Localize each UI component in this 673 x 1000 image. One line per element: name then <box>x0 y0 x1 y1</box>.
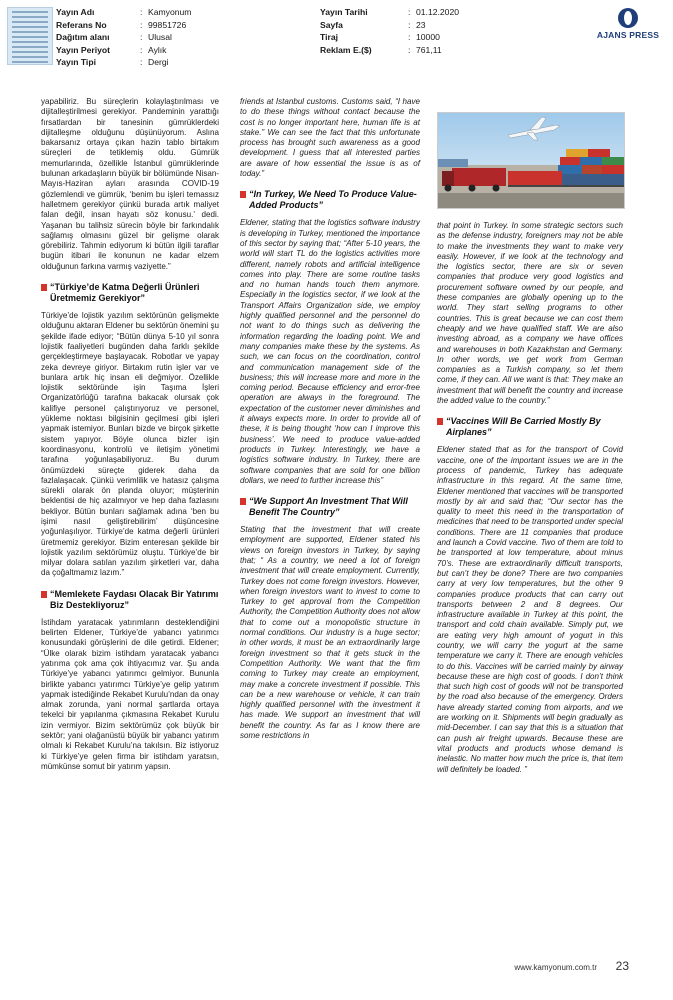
section-heading: “We Support An Investment That Will Benefit The Country” <box>240 496 420 518</box>
section-heading: “Vaccines Will Be Carried Mostly By Airplanes” <box>437 416 623 438</box>
logo-text: AJANS PRESS <box>596 30 660 40</box>
logistics-photo <box>437 112 625 209</box>
info-key: Yayın Tarihi <box>320 7 368 17</box>
info-value: 23 <box>416 19 426 30</box>
article-column-english-cont <box>437 221 623 775</box>
ajans-press-logo-icon <box>618 8 638 28</box>
info-key: Dağıtım alanı <box>56 32 110 43</box>
publication-info-right <box>320 6 459 56</box>
paragraph: yapabiliriz. Bu süreçlerin kolaylaştırılması ve dijitalleştirilmesi gerekiyor. Pandeminin yarattığı fırsatlardan bir tanesinin gümrüklerdeki dijitalleşme olduğunu düşünüyorum. Aslına bakarsanız ortaya çıkan hazin tablo birtakım süreçleri de tetiklemiş oldu. Gümrük memurlarında, özellikle İstanbul gümrüklerinde bulunan arkadaşların büyük bir bölümünde Nisan-Mayıs-Haziran ayları arasında COVID-19 gözlemlendi ve gümrük, ‘benim bu işleri temassız halletmem gerekiyor çünkü burada artık maliyet falan değil, insan hayatı söz konusu.’ dedi. Yaşanan bu talihsiz sürecin böyle bir farkındalık sağlamış olmasını güzel bir gelişme olarak görebiliriz. Tahmin ediyorum ki bütün ilgili taraflar bugün itibari ile konunun ne kadar elzem olduğunun farkına varmış vaziyette.” <box>41 97 219 271</box>
info-row: Yayın Periyot : Aylık <box>56 44 167 55</box>
info-key: Yayın Periyot <box>56 44 110 55</box>
info-value: Kamyonum <box>148 7 192 17</box>
paragraph: Eldener, stating that the logistics software industry is developing in Turkey, mentioned the importance of this sector by saying that; “After 5-10 years, the world will start TL do the logistics activities more different, namely robots and artificial intelligence comes into play. There are some routine tasks and no human hands touch them anymore. Especially in the logistics sector, if we look at the Transport Affairs Organization side, we employ highly qualified personnel and the personnel do not want to do things such as delivering the information regarding the loading point. We and many companies make these by the systems. As such, we can focus on the coordination, control and communication management side of the business; this will increase more and more in the coming period. Because efficiency and error-free operation are always in the foreground. The expectation of the customer never diminishes and it always expects more. In order to provide all of these, it is being thought ‘how can I improve this business’. We need to produce value-added products in Turkey. Interestingly, we have a logistics software industry. In Turkey, there are software companies that are sold for one billion dollars, we need to further increase this” <box>240 218 420 485</box>
paragraph: İstihdam yaratacak yatırımların desteklendiğini belirten Eldener, Türkiye’de yabancı yatırımcı konusundaki görüşlerini de dile getirdi. Eldener; “Ülke olarak bizim istihdam yaratacak yabancı yatırıma çok ama çok ihtiyacımız var. Şu anda Türkiye’ye yabancı yatırımcı gelmiyor. Bununla birlikte yabancı yatırımcı Türkiye’ye gelip yatırım yapmak istediğinde Rekabet Kurulu’ndan da onay almak zorunda, yani normal şartlarda ortaya tekelci bir yapılanma çıkmasına Rekabet Kurulu izin vermiyor. Bizim sektörümüz çok büyük bir sektör; yani olağanüstü büyük bir yabancı yatırım olmalı ki Rekabet Kurulu’na takılsın. Biz istiyoruz ki Türkiye’ye gelen firma bir istihdam yaratsın, mümkünse somut bir yatırım yapsın. <box>41 617 219 771</box>
info-key: Reklam E.($) <box>320 44 372 55</box>
paragraph: friends at Istanbul customs. Customs said, “I have to do these things without contact because the cost is no longer important here, human life is at stake.” We can see the fact that this unfortunate process has brought such awareness as a good development. I guess that all interested parties are aware of how essential the issue is as of today.” <box>240 97 420 179</box>
info-value: 99851726 <box>148 19 187 30</box>
publication-info-left <box>56 6 191 69</box>
info-value: 01.12.2020 <box>416 7 460 17</box>
info-key: Referans No <box>56 19 107 30</box>
info-row: Referans No : 99851726 <box>56 19 187 30</box>
paragraph: that point in Turkey. In some strategic sectors such as the defense industry, foreigners may not be able to make the investments they want to make very easily. However, if we look at the technology and the logistics sector, there are six or seven companies that produce very good logistics and procurement software owned by our people, and these companies are globally opening up to the world. They start selling programs to other countries. This is great because we can cost them cheaply and we have qualified staff. We are also investing abroad, as a company we have offices and warehouses in both Kazakhstan and Germany. In other words, we get work from German companies as a Turkish company, so let them come, if they can. All we want is that: They make an investment that will benefit the country and increase the added value to the country.” <box>437 221 623 406</box>
info-value: Ulusal <box>148 32 172 43</box>
info-key: Sayfa <box>320 19 343 30</box>
section-heading: “In Turkey, We Need To Produce Value-Added Products” <box>240 189 420 211</box>
info-row: Sayfa : 23 <box>320 19 426 30</box>
info-key: Yayın Tipi <box>56 57 96 68</box>
page-number: 23 <box>615 959 629 973</box>
info-row: Yayın Tarihi : 01.12.2020 <box>320 7 460 17</box>
paragraph: Stating that the investment that will create employment are supported, Eldener stated his views on foreign investors in Turkey, by saying that; “ As a country, we need a lot of foreign investment that will create employment. Currently, Turkey does not come foreign investors. However, when foreign investors want to invest to come to Turkey to get approval from the Competition Authority, the Competition Authority does not allow that to come out a monopolistic structure in normal conditions. Our industry is a huge sector; in other words, it must be an extraordinarily large foreign investment so that it gets stuck in the Competition Authority. We want that the firm coming to Turkey may create an employment, may make a concrete investment if possible. This can be a new warehouse or vehicle, it can train highly qualified personnel with the investment it has made. We support an investment that will benefit the country. As far as I know there are some restrictions in <box>240 525 420 741</box>
paragraph: Türkiye’de lojistik yazılım sektörünün gelişmekte olduğunu aktaran Eldener bu sektörün önemini şu şekilde ifade ediyor; “Bütün dünya 5-10 yıl sonra lojistik faaliyetleri bugünden daha farklı şekilde gerçekleştirmeye başlayacak. Robotlar ve yapay zeka devreye giriyor. Birtakım rutin işler var ve bunlara artık hiç insan eli değmiyor. Özellikle lojistik sektöründe işin Taşıma İşleri Organizatörlüğü tarafına bakacak olursak çok kalifiye personel çalıştırıyoruz ve personel, yükleme noktası bilgisinin geçilmesi gibi işleri yapmak istemiyor. Bunları bizde ve birçok şirkette sistem yapıyor. Böyle olunca bizler işin koordinasyonu, kontrolü ve iletişim yönetimi tarafına yoğunlaşabiliyoruz. Bu durum önümüzdeki süreçte giderek daha da fazlalaşacak. Çünkü verimlilik ve hatasız çalışma sürekli olarak ön planda oluyor; müşterinin beklentisi de hiç azalmıyor ve hep daha fazlasını bekliyor. Bütün bunları sağlamak adına ‘ben bu işimi nasıl geliştirebilirim’ düşüncesine yoğunlaşılıyor. Türkiye’de katma değerli ürünleri üretmemiz gerekiyor. Bizim enteresan şekilde bir lojistik yazılım sektörümüz oluştu. Türkiye’de bir milyar dolara satılan yazılım şirketleri var, daha da çoğaltmamız lazım.” <box>41 311 219 578</box>
info-value: 761,11 <box>416 44 442 55</box>
info-value: 10000 <box>416 32 440 43</box>
info-key: Tiraj <box>320 32 338 43</box>
info-row: Yayın Adı : Kamyonum <box>56 7 192 17</box>
info-value: Dergi <box>148 57 169 68</box>
press-clipping-header <box>0 0 673 70</box>
info-row: Yayın Tipi : Dergi <box>56 57 169 68</box>
section-heading: “Memlekete Faydası Olacak Bir Yatırımı Biz Destekliyoruz” <box>41 589 219 611</box>
paragraph: Eldener stated that as for the transport of Covid vaccine, one of the important issues we are in the process of pandemic, Turkey has adequate infrastructure in this regard. At the same time, Eldener mentioned that vaccines will be transported mostly by air and said that; “Our sector has the quality to meet this need in the transportation of medicines that need to be transported under special conditions. There are 11 companies that produce and launch a Covid vaccine. Two of them are told to be transported at low temperature, about minus 70’s. These are extraordinarily difficult transports, but can’t they be done? There are two companies carry at very low temperatures, but the other 9 companies produce products that can carry out transports between 2 and 8 degrees. Our infrastructure available in Turkey at this point, the transport and cold chain available. Simply put, we are eating very high amount of yogurt in this country, we will carry the yogurt at the same temperature we carry it. There are enough vehicles to do this. Vaccines will be carried mainly by airway because these are high cost of goods. I don’t think that such high cost of goods will not be transported by the road also because of the emergency. Orders have already started coming from airports, and we are working on it. Shipments will begin gradually as mid-December. I can say that this is a situation that can push air freight upwards. Because these are vital products and products whose demand is inelastic. No matter how much the price is, that item will definitely be loaded. ” <box>437 445 623 774</box>
page-footer <box>0 957 673 977</box>
ajans-press-logo <box>593 8 663 40</box>
page-thumbnail[interactable] <box>7 7 53 65</box>
info-value: Aylık <box>148 44 167 55</box>
section-heading: “Türkiye’de Katma Değerli Ürünleri Üretmemiz Gerekiyor” <box>41 282 219 304</box>
info-row: Reklam E.($) : 761,11 <box>320 44 442 55</box>
info-row: Dağıtım alanı : Ulusal <box>56 32 172 43</box>
info-key: Yayın Adı <box>56 7 95 17</box>
article-column-english <box>240 97 420 741</box>
article-column-turkish <box>41 97 219 772</box>
info-row: Tiraj : 10000 <box>320 32 440 43</box>
website-link[interactable]: www.kamyonum.com.tr <box>514 963 597 972</box>
